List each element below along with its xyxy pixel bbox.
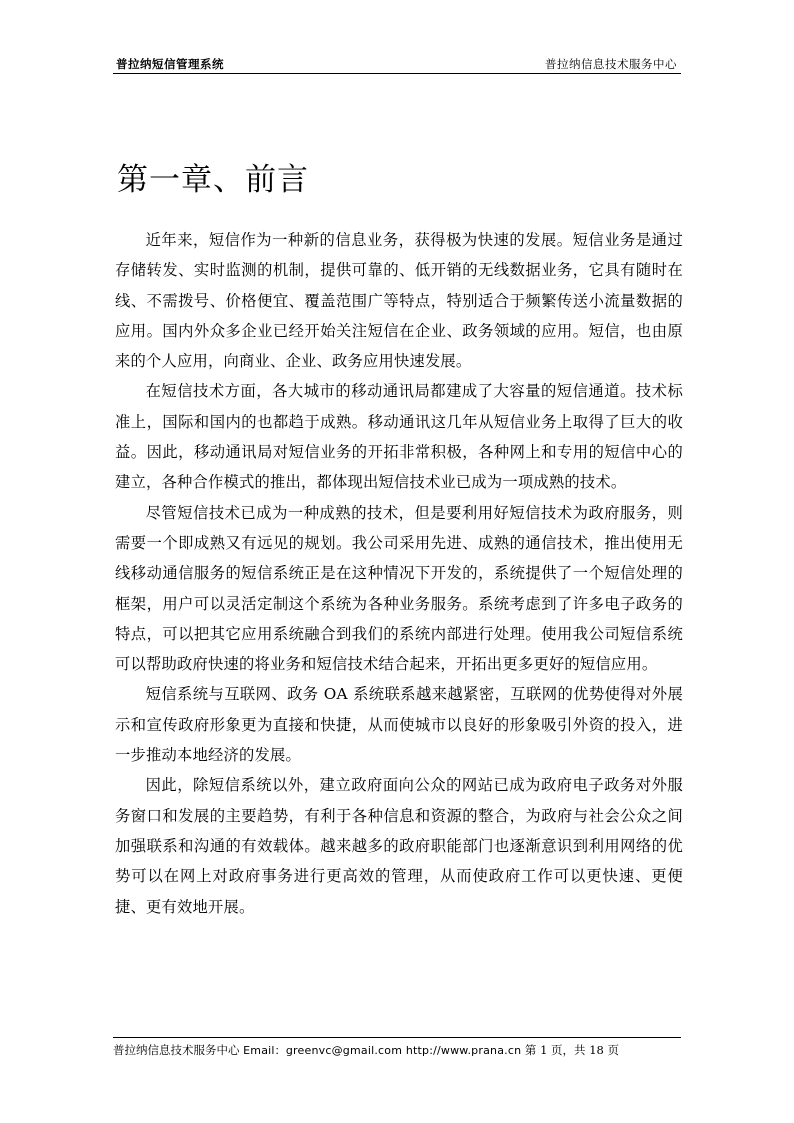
footer-organization: 普拉纳信息技术服务中心 [113, 1043, 240, 1057]
footer-url-link[interactable]: http://www.prana.cn [405, 1044, 522, 1057]
footer-email-link[interactable]: greenvc@gmail.com [285, 1044, 403, 1057]
footer-email-label: Email： [243, 1044, 286, 1057]
chapter-title: 第一章、前言 [117, 162, 309, 198]
paragraph: 因此，除短信系统以外，建立政府面向公众的网站已成为政府电子政务对外服务窗口和发展的主要趋势，有利于各种信息和资源的整合，为政府与社会公众之间加强联系和沟通的有效载体。越来越多的政府职能部门也逐渐意识到利用网络的优势可以在网上对政府事务进行更高效的管理，从而使政府工作可以更快速、更便捷、更有效地开展。 [115, 776, 683, 916]
paragraph: 短信系统与互联网、政务 OA 系统联系越来越紧密，互联网的优势使得对外展示和宣传政府形象更为直接和快捷，从而使城市以良好的形象吸引外资的投入，进一步推动本地经济的发展。 [115, 685, 683, 765]
page-header [113, 53, 681, 74]
paragraph: 近年来，短信作为一种新的信息业务，获得极为快速的发展。短信业务是通过存储转发、实时监测的机制，提供可靠的、低开销的无线数据业务，它具有随时在线、不需拨号、价格便宜、覆盖范围广等特点，特别适合于频繁传送小流量数据的应用。国内外众多企业已经开始关注短信在企业、政务领域的应用。短信，也由原来的个人应用，向商业、企业、政务应用快速发展。 [115, 231, 683, 371]
page-footer [113, 1042, 683, 1058]
footer-divider [113, 1037, 681, 1038]
paragraph: 尽管短信技术已成为一种成熟的技术，但是要利用好短信技术为政府服务，则需要一个即成熟又有远见的规划。我公司采用先进、成熟的通信技术，推出使用无线移动通信服务的短信系统正是在这种情况下开发的，系统提供了一个短信处理的框架，用户可以灵活定制这个系统为各种业务服务。系统考虑到了许多电子政务的特点，可以把其它应用系统融合到我们的系统内部进行处理。使用我公司短信系统可以帮助政府快速的将业务和短信技术结合起来，开拓出更多更好的短信应用。 [115, 503, 683, 674]
paragraph: 在短信技术方面，各大城市的移动通讯局都建成了大容量的短信通道。技术标准上，国际和国内的也都趋于成熟。移动通讯这几年从短信业务上取得了巨大的收益。因此，移动通讯局对短信业务的开拓非常积极，各种网上和专用的短信中心的建立，各种合作模式的推出，都体现出短信技术业已成为一项成熟的技术。 [115, 382, 683, 492]
body-text [115, 225, 683, 922]
footer-page-info: 第 1 页，共 18 页 [524, 1043, 619, 1057]
header-organization: 普拉纳信息技术服务中心 [545, 57, 677, 71]
header-system-name: 普拉纳短信管理系统 [116, 57, 224, 71]
